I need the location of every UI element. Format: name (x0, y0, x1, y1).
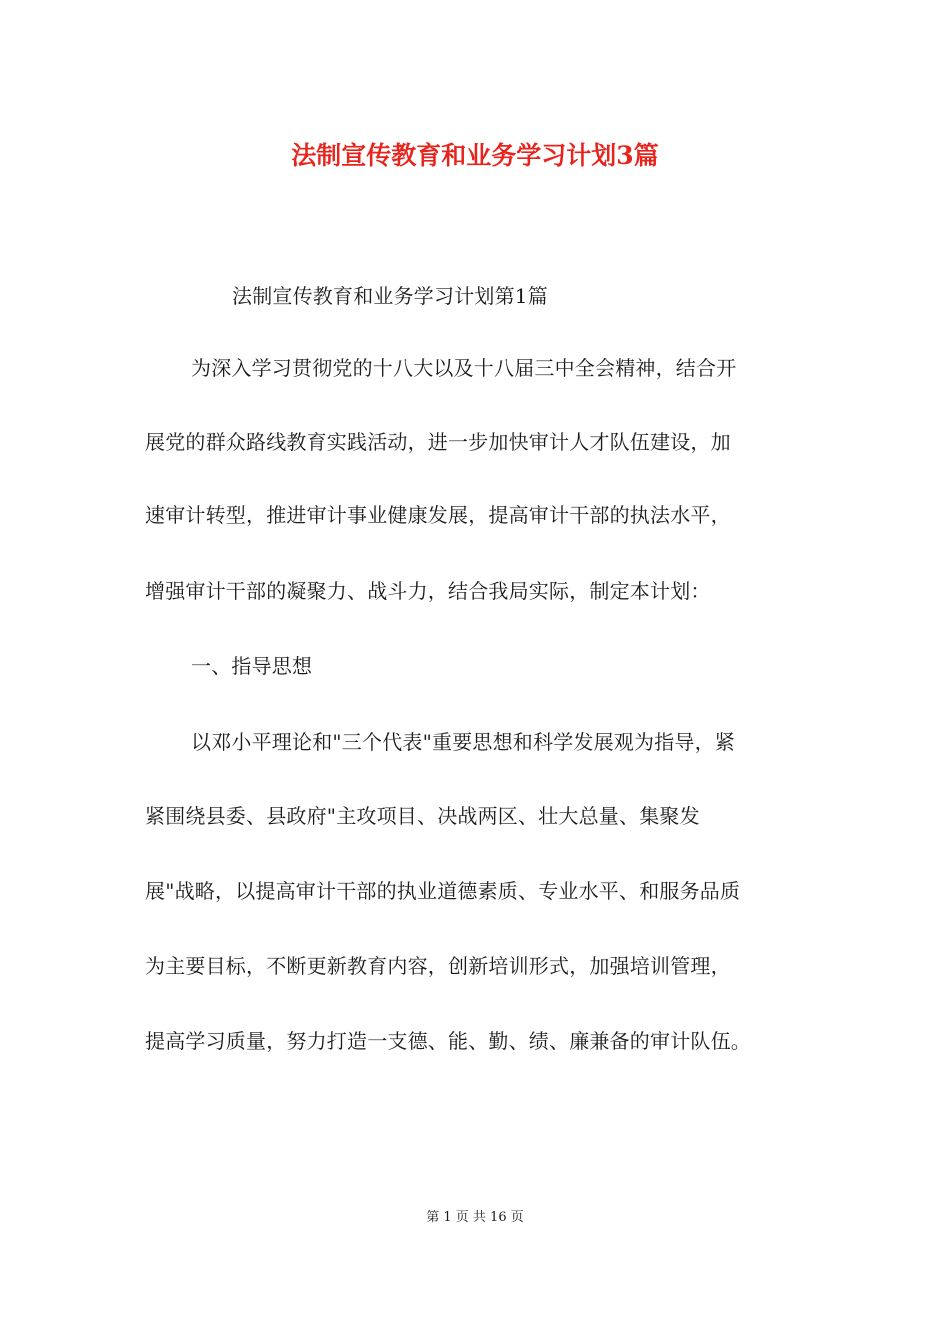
intro-line-2: 展党的群众路线教育实践活动，进一步加快审计人才队伍建设，加 (145, 430, 731, 454)
guiding-line-2: 紧围绕县委、县政府"主攻项目、决战两区、壮大总量、集聚发 (145, 804, 700, 828)
guiding-line-5: 提高学习质量，努力打造一支德、能、勤、绩、廉兼备的审计队伍。 (145, 1029, 751, 1053)
page-title: 法制宣传教育和业务学习计划3篇 (291, 141, 659, 170)
intro-line-1: 为深入学习贯彻党的十八大以及十八届三中全会精神，结合开 (191, 356, 737, 380)
intro-line-4: 增强审计干部的凝聚力、战斗力，结合我局实际，制定本计划： (145, 579, 711, 603)
guiding-line-1: 以邓小平理论和"三个代表"重要思想和科学发展观为指导，紧 (191, 730, 735, 754)
section-heading: 法制宣传教育和业务学习计划第1篇 (232, 284, 548, 308)
subheading-guiding-thought: 一、指导思想 (191, 654, 313, 678)
intro-line-3: 速审计转型，推进审计事业健康发展，提高审计干部的执法水平， (145, 503, 731, 527)
guiding-line-4: 为主要目标，不断更新教育内容，创新培训形式，加强培训管理， (145, 954, 731, 978)
guiding-line-3: 展"战略，以提高审计干部的执业道德素质、专业水平、和服务品质 (145, 879, 741, 903)
page-footer: 第 1 页 共 16 页 (426, 1210, 524, 1225)
